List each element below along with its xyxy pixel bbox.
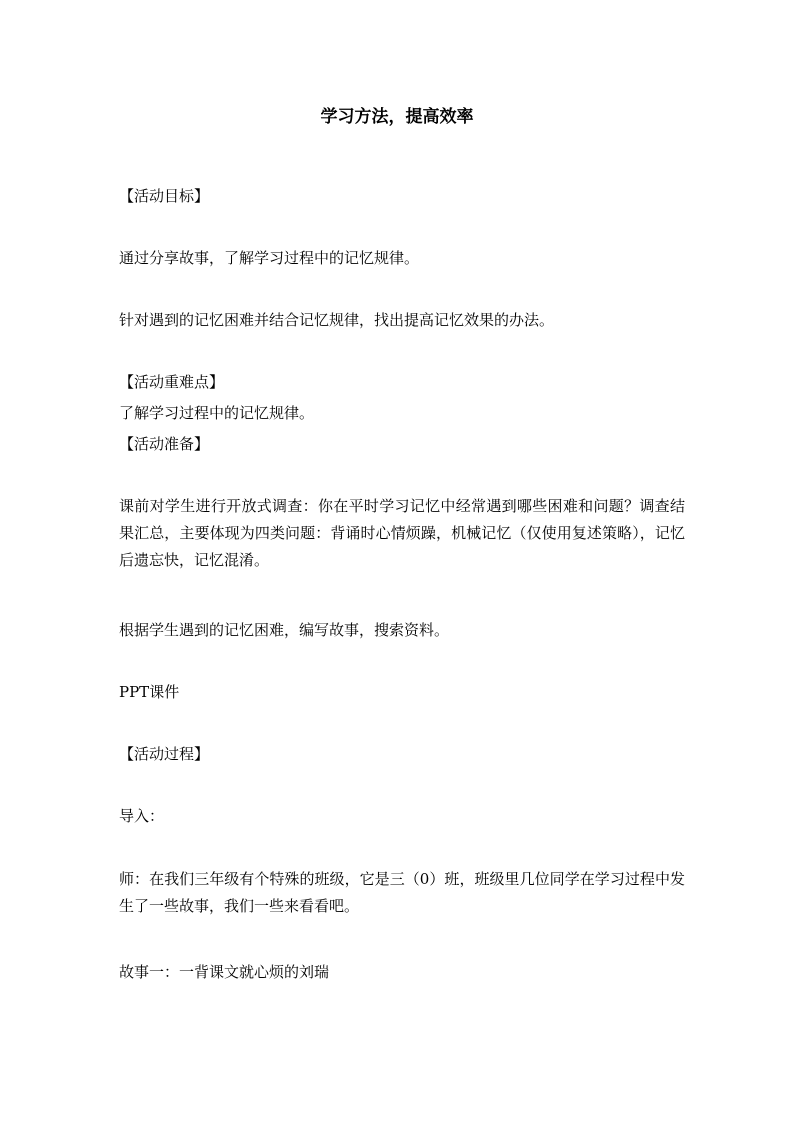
section-heading-key-points: 【活动重难点】 [119, 373, 225, 391]
preparation-paragraph: PPT课件 [119, 683, 180, 701]
objective-item: 针对遇到的记忆困难并结合记忆规律，找出提高记忆效果的办法。 [119, 311, 555, 329]
key-point-text: 了解学习过程中的记忆规律。 [119, 404, 315, 422]
section-heading-objectives: 【活动目标】 [119, 187, 210, 205]
intro-label: 导入： [119, 807, 165, 825]
document-title: 学习方法，提高效率 [320, 107, 474, 127]
teacher-speech-paragraph: 师：在我们三年级有个特殊的班级，它是三（0）班，班级里几位同学在学习过程中发生了一些故事，我们一些来看看吧。 [119, 870, 685, 915]
section-heading-process: 【活动过程】 [119, 745, 210, 763]
story-title: 故事一：一背课文就心烦的刘瑞 [119, 963, 330, 981]
section-heading-preparation: 【活动准备】 [119, 435, 210, 453]
preparation-paragraph: 课前对学生进行开放式调查：你在平时学习记忆中经常遇到哪些困难和问题？调查结果汇总，主要体现为四类问题：背诵时心情烦躁，机械记忆（仅使用复述策略），记忆后遗忘快，记忆混淆。 [119, 497, 685, 569]
preparation-paragraph: 根据学生遇到的记忆困难，编写故事，搜索资料。 [119, 621, 450, 639]
objective-item: 通过分享故事，了解学习过程中的记忆规律。 [119, 249, 420, 267]
